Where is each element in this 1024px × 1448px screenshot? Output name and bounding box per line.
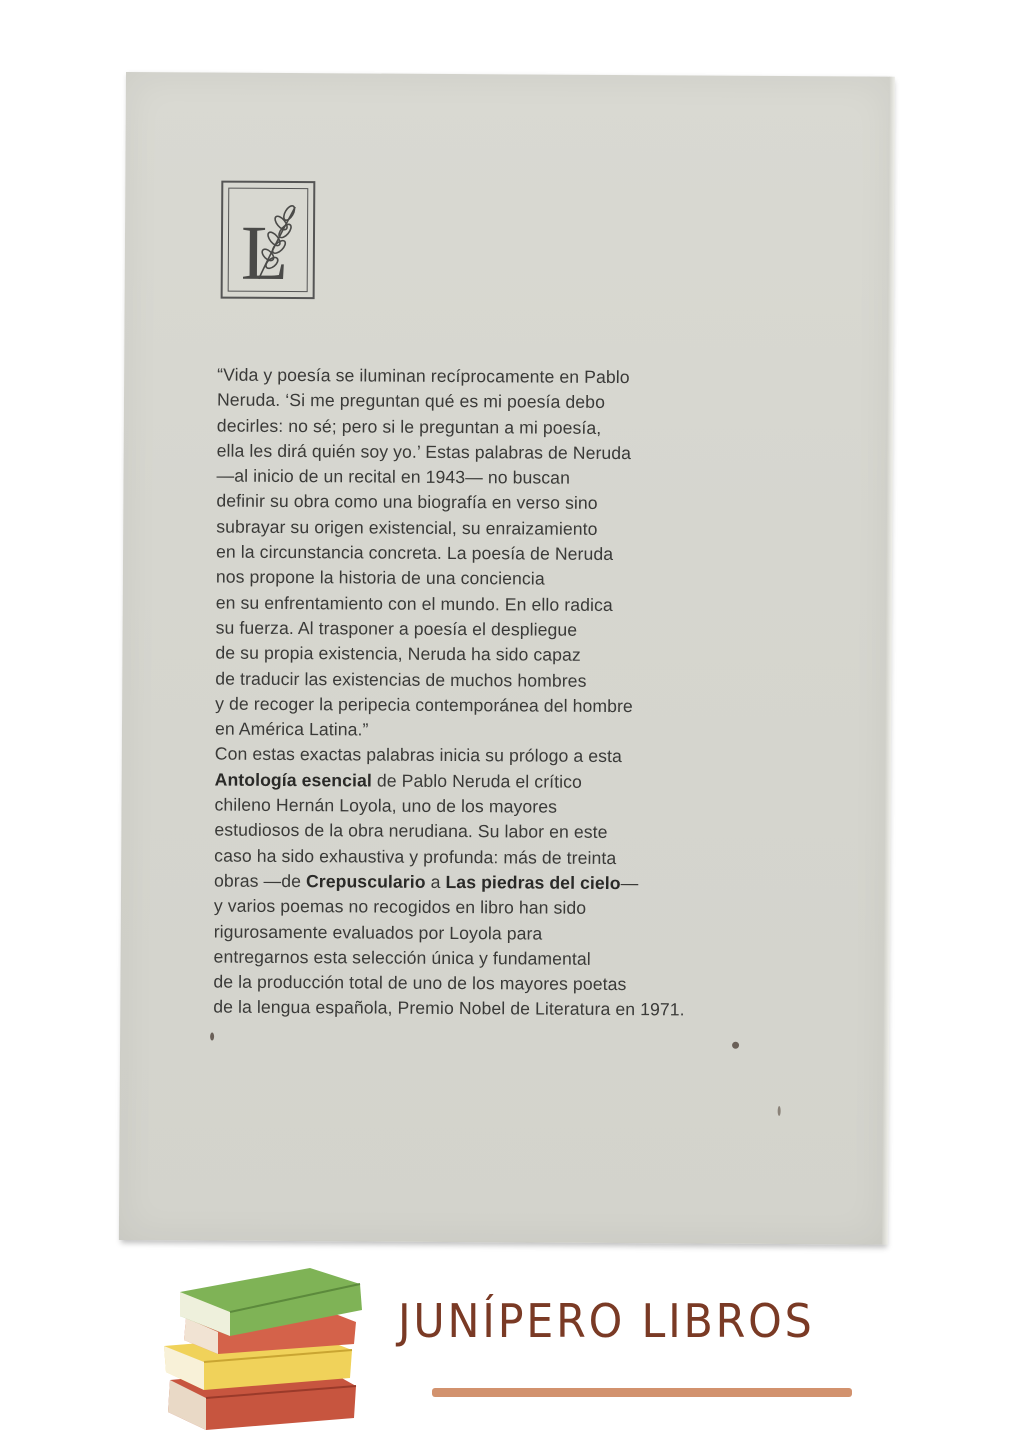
blurb-line	[215, 767, 835, 796]
book-title-bold: Crepusculario	[305, 871, 426, 892]
book-title-bold: Antología esencial	[214, 769, 372, 791]
book-title-bold: Las piedras del cielo	[445, 871, 621, 893]
blurb-text: a	[425, 871, 446, 892]
blurb-line: de la lengua española, Premio Nobel de Literatura en 1971.	[213, 996, 685, 1020]
blurb-line: chileno Hernán Loyola, uno de los mayores	[214, 794, 558, 817]
blurb-line: “Vida y poesía se iluminan recíprocamente en Pablo	[217, 364, 630, 388]
cover-stain	[778, 1106, 781, 1116]
store-name: JUNÍPERO LIBROS	[398, 1294, 815, 1348]
blurb-line: rigurosamente evaluados por Loyola para	[213, 921, 543, 944]
publisher-logo	[221, 181, 316, 300]
blurb-line: su fuerza. Al trasponer a poesía el despliegue	[215, 617, 578, 640]
blurb-line: entregarnos esta selección única y fundamental	[213, 946, 591, 969]
blurb-line: caso ha sido exhaustiva y profunda: más de treinta	[214, 845, 617, 868]
blurb-line: estudiosos de la obra nerudiana. Su labor en este	[214, 819, 608, 843]
blurb-text: obras —de	[214, 870, 307, 892]
blurb-line: nos propone la historia de una conciencia	[215, 566, 545, 589]
blurb-line: —al inicio de un recital en 1943— no buscan	[216, 465, 571, 488]
blurb-line: decirles: no sé; pero si le preguntan a mi poesía,	[216, 415, 602, 438]
logo-letter: L	[240, 208, 289, 296]
blurb-line: en América Latina.”	[214, 718, 369, 740]
book-back-cover	[119, 72, 892, 1245]
blurb-line: Neruda. ‘Si me preguntan qué es mi poesía debo	[216, 389, 606, 413]
store-name-underline	[432, 1388, 852, 1397]
blurb-line: Con estas exactas palabras inicia su prólogo a esta	[214, 744, 622, 767]
blurb-line: subrayar su origen existencial, su enraizamiento	[216, 516, 598, 539]
laurel-letter-icon	[223, 183, 318, 302]
cover-stain	[732, 1042, 739, 1049]
blurb-text: —	[620, 872, 639, 894]
blurb-line: de su propia existencia, Neruda ha sido capaz	[215, 642, 581, 666]
blurb-line	[214, 868, 834, 897]
blurb-line: de traducir las existencias de muchos hombres	[215, 668, 587, 691]
book-stack-icon	[160, 1262, 370, 1432]
back-cover-blurb	[213, 363, 837, 1024]
blurb-line: en la circunstancia concreta. La poesía de Neruda	[216, 541, 614, 565]
blurb-line: de la producción total de uno de los mayores poetas	[213, 971, 627, 995]
blurb-line: definir su obra como una biografía en verso sino	[216, 491, 598, 514]
blurb-line: y de recoger la peripecia contemporánea del hombre	[215, 693, 633, 716]
blurb-line: en su enfrentamiento con el mundo. En ello radica	[215, 592, 613, 615]
blurb-text: de Pablo Neruda el crítico	[371, 770, 583, 792]
cover-stain	[210, 1033, 214, 1041]
blurb-line: y varios poemas no recogidos en libro han sido	[213, 895, 587, 919]
blurb-line: ella les dirá quién soy yo.’ Estas palabras de Neruda	[216, 440, 632, 463]
